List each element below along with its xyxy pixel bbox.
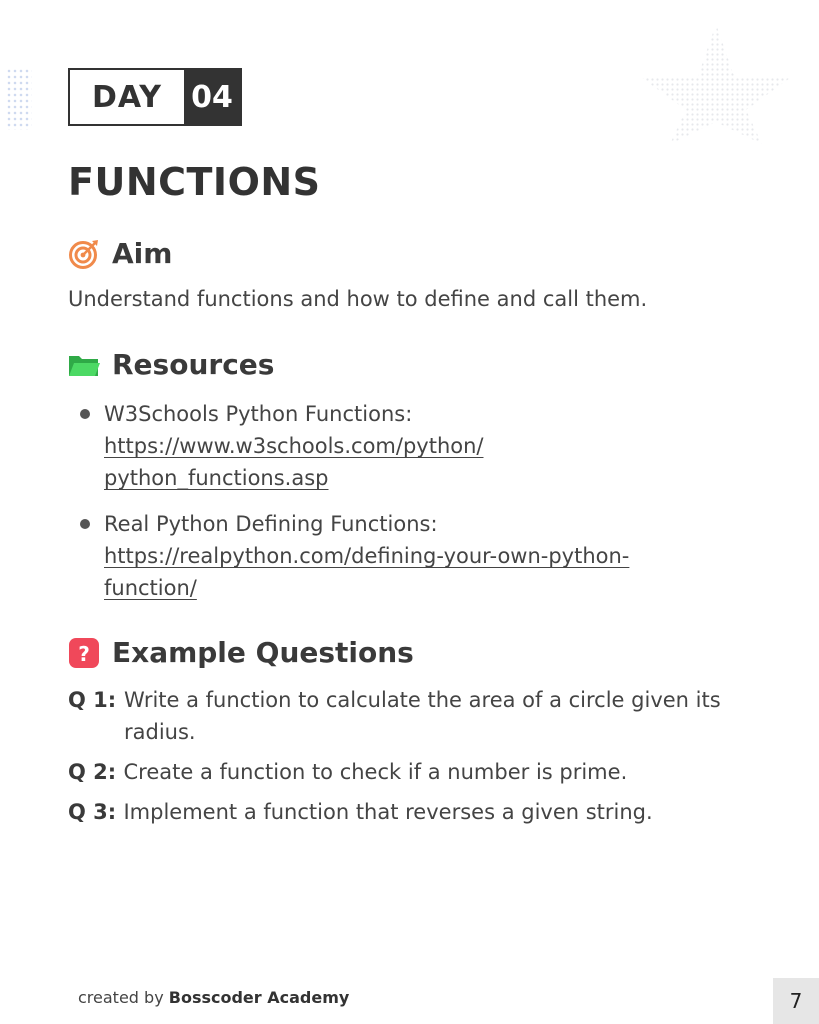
resource-label: W3Schools Python Functions:: [104, 402, 413, 426]
bullet-icon: [80, 519, 90, 529]
question-text: Create a function to check if a number is prime.: [123, 760, 628, 784]
questions-heading: [68, 636, 414, 669]
target-icon: [68, 238, 100, 270]
decorative-dots: [6, 68, 32, 130]
day-number: 04: [184, 70, 240, 124]
star-watermark-icon: [640, 22, 792, 146]
questions-heading-text: Example Questions: [112, 636, 414, 669]
question-text: Implement a function that reverses a given string.: [123, 800, 653, 824]
folder-icon: [68, 349, 100, 381]
svg-text:?: ?: [78, 641, 90, 666]
question-number: Q 1:: [68, 688, 117, 712]
footer-brand: Bosscoder Academy: [168, 988, 350, 1007]
question-item: [68, 684, 728, 748]
list-item: [78, 398, 718, 494]
resource-link[interactable]: [104, 430, 718, 494]
resource-label: Real Python Defining Functions:: [104, 512, 438, 536]
resource-link-line[interactable]: function/: [104, 576, 197, 600]
page-title: FUNCTIONS: [68, 160, 321, 204]
resource-link[interactable]: [104, 540, 718, 604]
resources-heading: [68, 348, 274, 381]
question-item: [68, 756, 728, 788]
aim-heading-text: Aim: [112, 237, 173, 270]
question-number: Q 3:: [68, 800, 124, 824]
aim-description: Understand functions and how to define and call them.: [68, 287, 648, 311]
question-item: [68, 796, 728, 828]
list-item: [78, 508, 718, 604]
bullet-icon: [80, 409, 90, 419]
questions-list: [68, 684, 728, 828]
resources-list: [78, 398, 718, 604]
day-label: DAY: [92, 79, 162, 115]
day-badge: [68, 68, 242, 126]
resources-heading-text: Resources: [112, 348, 275, 381]
footer-prefix: created by: [78, 988, 169, 1007]
question-text: Write a function to calculate the area of a circle given its radius.: [124, 688, 721, 744]
page-number: 7: [773, 978, 819, 1024]
footer-credit: [78, 988, 349, 1007]
question-icon: [68, 637, 100, 669]
question-number: Q 2:: [68, 760, 124, 784]
resource-link-line[interactable]: python_functions.asp: [104, 466, 329, 490]
resource-link-line[interactable]: https://realpython.com/defining-your-own-python-: [104, 544, 630, 568]
aim-heading: [68, 237, 172, 270]
resource-link-line[interactable]: https://www.w3schools.com/python/: [104, 434, 484, 458]
